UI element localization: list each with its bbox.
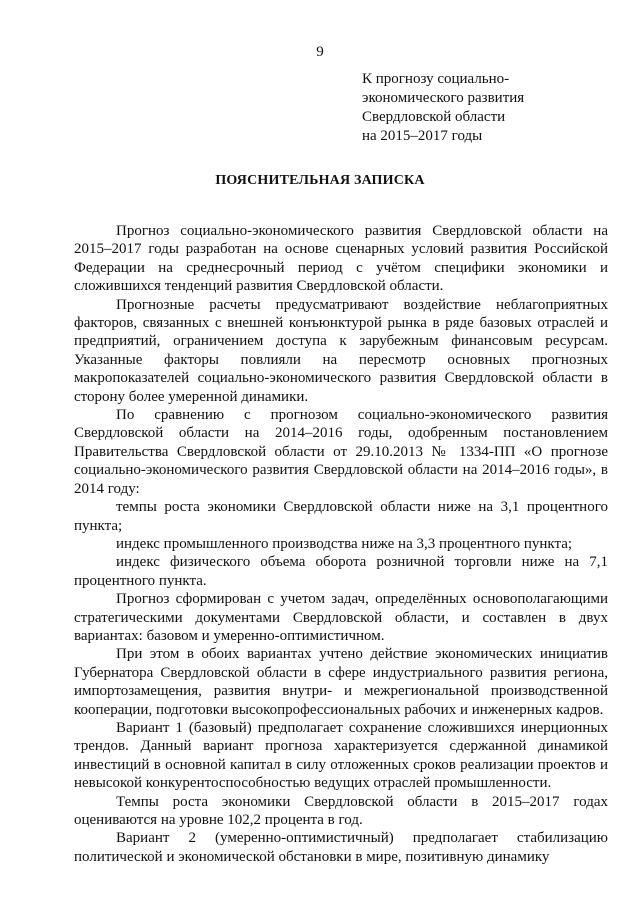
paragraph: Прогнозные расчеты предусматривают воздействие неблагоприятных факторов, связанных с внешней конъюнктурой рынка в ряде базовых отраслей и предприятий, ограничением доступа к зарубежным финансовым ресурсам. Указанные факторы повлияли на пересмотр основных прогнозных макропоказателей социально-экономического развития Свердловской области в сторону более умеренной динамики. xyxy=(74,296,608,405)
attachment-line: экономического развития xyxy=(362,90,525,106)
page-number: 9 xyxy=(316,44,324,60)
attachment-note xyxy=(362,70,524,146)
paragraph: индекс промышленного производства ниже на 3,3 процентного пункта; xyxy=(116,535,573,552)
paragraph: При этом в обоих вариантах учтено действие экономических инициатив Губернатора Свердловской области в сфере индустриального развития региона, импортозамещения, развития внутри- и межрегиональной производственной кооперации, подготовки высокопрофессиональных рабочих и инженерных кадров. xyxy=(74,646,608,718)
paragraph: темпы роста экономики Свердловской области ниже на 3,1 процентного пункта; xyxy=(74,499,608,534)
document-title: ПОЯСНИТЕЛЬНАЯ ЗАПИСКА xyxy=(215,173,425,188)
paragraph: Вариант 2 (умеренно-оптимистичный) предполагает стабилизацию политической и экономической обстановки в мире, позитивную динамику xyxy=(74,830,608,865)
attachment-line: К прогнозу социально- xyxy=(362,71,510,87)
attachment-line: на 2015–2017 годы xyxy=(362,128,483,144)
paragraph: индекс физического объема оборота розничной торговли ниже на 7,1 процентного пункта. xyxy=(74,554,608,589)
paragraph: Вариант 1 (базовый) предполагает сохранение сложившихся инерционных трендов. Данный вариант прогноза характеризуется сдержанной динамикой инвестиций в основной капитал в силу отложенных сроков реализации проектов и невысокой конкурентоспособностью ведущих отраслей промышленности. xyxy=(74,719,608,792)
attachment-line: Свердловской области xyxy=(362,109,506,125)
paragraph: Прогноз сформирован с учетом задач, определённых основополагающими стратегическими документами Свердловской области, и составлен в двух вариантах: базовом и умеренно-оптимистичном. xyxy=(74,591,608,644)
paragraph: Темпы роста экономики Свердловской области в 2015–2017 годах оцениваются на уровне 102,2 процента в год. xyxy=(74,793,608,828)
paragraph: Прогноз социально-экономического развития Свердловской области на 2015–2017 годы разработан на основе сценарных условий развития Российской Федерации на среднесрочный период с учётом специфики экономики и сложившихся тенденций развития Свердловской области. xyxy=(74,223,608,295)
paragraph: По сравнению с прогнозом социально-экономического развития Свердловской области на 2014–2016 годы, одобренным постановлением Правительства Свердловской области от 29.10.2013 № 1334-ПП «О прогнозе социально-экономического развития Свердловской области на 2014–2016 годы», в 2014 году: xyxy=(74,407,608,497)
document-body xyxy=(74,222,608,866)
